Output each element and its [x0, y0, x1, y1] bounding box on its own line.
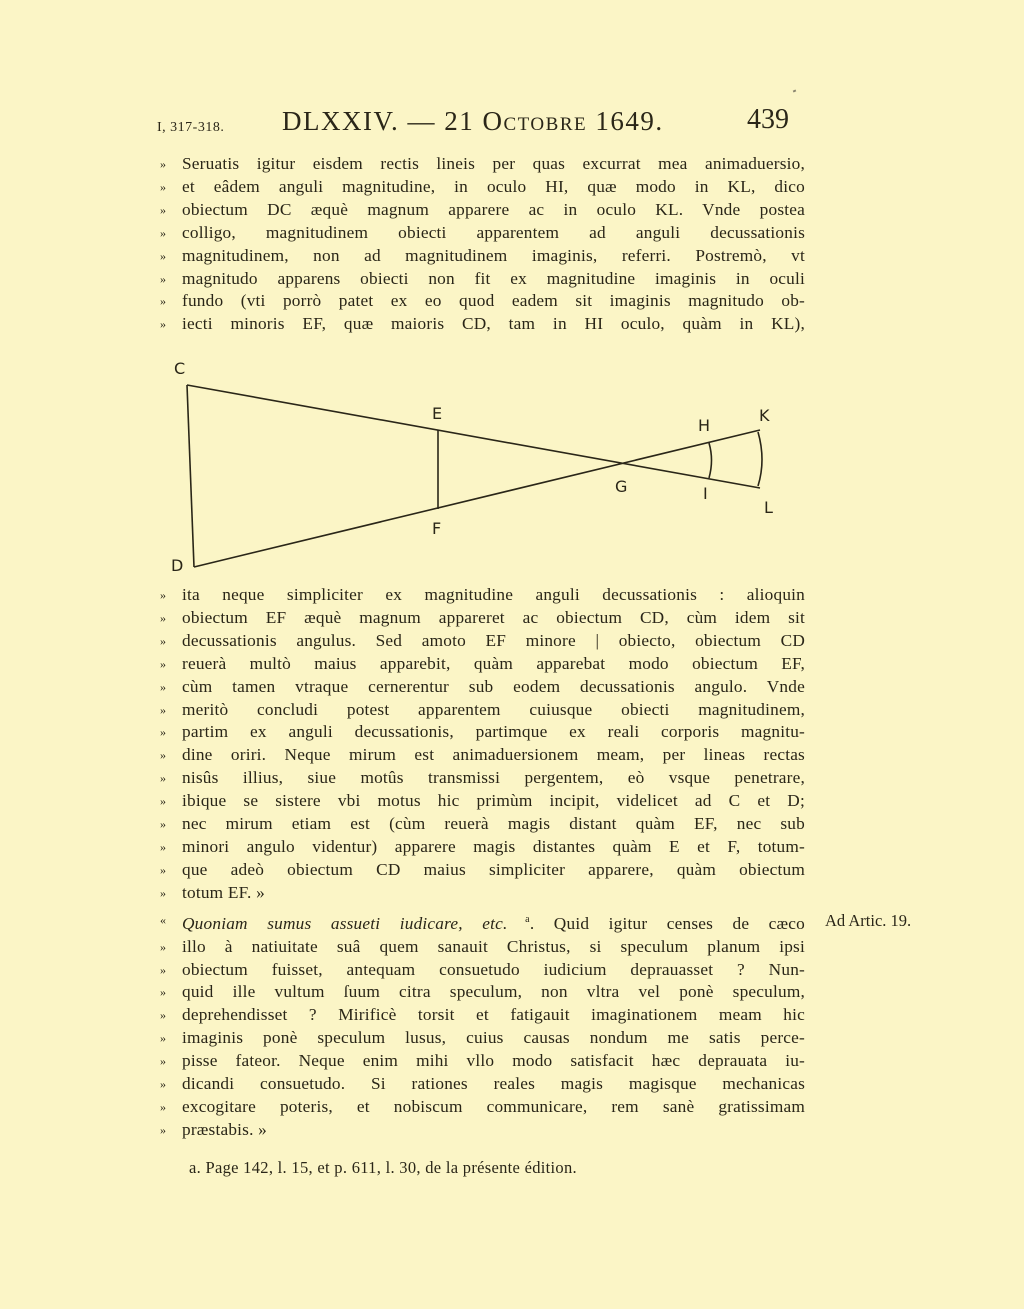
- line-text: decussationis angulus. Sed amoto EF minore | obiecto, obiectum CD: [182, 630, 805, 650]
- line-text: totum EF. »: [182, 882, 265, 902]
- text-line: [160, 744, 805, 767]
- arc-hi: [709, 443, 712, 478]
- quote-mark: »: [160, 985, 166, 1000]
- text-line: [160, 1050, 805, 1073]
- quote-mark: »: [160, 794, 166, 809]
- line-text: imaginis ponè speculum lusus, cuius causas nondum me satis perce-: [182, 1028, 805, 1048]
- quote-mark: »: [160, 725, 166, 740]
- quote-mark: »: [160, 248, 166, 263]
- text-line: [160, 630, 805, 653]
- label-h: H: [698, 416, 711, 435]
- quote-mark: »: [160, 588, 166, 602]
- text-line: [160, 859, 805, 882]
- text-line: [160, 1119, 805, 1142]
- label-c: C: [174, 359, 186, 378]
- line-text: dine oriri. Neque mirum est animaduersionem meam, per lineas rectas: [182, 745, 805, 765]
- paragraph-2: [160, 584, 805, 905]
- line-text: dicandi consuetudo. Si rationes reales magis magisque mechanicas: [182, 1074, 805, 1094]
- quote-mark: »: [160, 317, 166, 332]
- quote-mark: »: [160, 294, 166, 309]
- figure-diagram: [160, 352, 800, 578]
- text-line: [160, 653, 805, 676]
- line-text: et eâdem anguli magnitudine, in oculo HI, quæ modo in KL, dico: [182, 176, 805, 196]
- quote-mark: »: [160, 817, 166, 832]
- line-text: [182, 909, 805, 936]
- text-line: [160, 1004, 805, 1027]
- quote-mark: »: [160, 610, 166, 625]
- text-line: [160, 176, 805, 199]
- text-line: [160, 607, 805, 630]
- header-title: DLXXIV. — 21 Octobre 1649.: [282, 106, 664, 136]
- marginal-note: Ad Artic. 19.: [825, 911, 912, 930]
- quote-mark: »: [160, 748, 166, 763]
- text-line: [160, 959, 805, 982]
- quote-mark: »: [160, 633, 166, 648]
- text-line: [160, 153, 805, 176]
- header-left-reference: I, 317-318.: [157, 120, 225, 135]
- text-line: [160, 721, 805, 744]
- line-d-to-k: [194, 430, 760, 567]
- text-line: [160, 882, 805, 905]
- text-line: [160, 936, 805, 959]
- quote-mark: »: [160, 202, 166, 217]
- line-text: nec mirum etiam est (cùm reuerà magis distant quàm EF, nec sub: [182, 814, 805, 834]
- text-line: [160, 699, 805, 722]
- quote-mark: »: [160, 962, 166, 977]
- text-line: [160, 313, 805, 336]
- quote-mark: »: [160, 225, 166, 240]
- label-d: D: [171, 556, 184, 575]
- line-text: ita neque simpliciter ex magnitudine anguli decussationis : alioquin: [182, 585, 805, 604]
- text-line: [160, 290, 805, 313]
- text-line: [160, 245, 805, 268]
- footnote: a. Page 142, l. 15, et p. 611, l. 30, de la présente édition.: [189, 1158, 577, 1177]
- line-text: ibique se sistere vbi motus hic primùm incipit, videlicet ad C et D;: [182, 791, 805, 811]
- line-text: cùm tamen vtraque cernerentur sub eodem decussationis angulo. Vnde: [182, 676, 805, 696]
- quote-mark: »: [160, 702, 166, 717]
- text-line: [160, 199, 805, 222]
- text-line: [160, 813, 805, 836]
- quote-mark: »: [160, 1008, 166, 1023]
- line-text: quid ille vultum ſuum citra speculum, non vltra vel ponè speculum,: [182, 982, 805, 1002]
- paragraph-3: [160, 909, 805, 1142]
- quote-mark: »: [160, 939, 166, 954]
- quoted-phrase: Quoniam sumus assueti iudicare, etc.: [182, 913, 508, 933]
- quote-mark: »: [160, 1031, 166, 1046]
- line-text: obiectum DC æquè magnum apparere ac in oculo KL. Vnde postea: [182, 199, 805, 219]
- quote-mark: »: [160, 771, 166, 786]
- line-c-to-l: [187, 385, 760, 488]
- quote-mark: »: [160, 1100, 166, 1115]
- line-text: illo à natiuitate suâ quem sanauit Christus, si speculum planum ipsi: [182, 936, 805, 956]
- quote-mark: »: [160, 656, 166, 671]
- text-line: [160, 767, 805, 790]
- arc-kl: [758, 432, 762, 486]
- line-text: nisûs illius, siue motûs transmissi pergentem, eò vsque penetrare,: [182, 768, 805, 788]
- quote-mark: »: [160, 839, 166, 854]
- label-g: G: [615, 477, 628, 496]
- quote-mark: »: [160, 271, 166, 286]
- label-l: L: [764, 498, 773, 517]
- quote-mark: »: [160, 1054, 166, 1069]
- text-line: [160, 1073, 805, 1096]
- quote-mark: «: [160, 913, 166, 927]
- line-text: magnitudo apparens obiecti non fit ex magnitudine imaginis in oculi: [182, 268, 805, 288]
- line-text: partim ex anguli decussationis, partimque ex reali corporis magnitu-: [182, 722, 805, 742]
- print-speck: [793, 89, 797, 92]
- line-text: iecti minoris EF, quæ maioris CD, tam in HI oculo, quàm in KL),: [182, 314, 805, 334]
- text-line: [160, 1027, 805, 1050]
- text-line: [160, 981, 805, 1004]
- line-text: fundo (vti porrò patet ex eo quod eadem sit imaginis magnitudo ob-: [182, 291, 805, 311]
- label-e: E: [432, 404, 443, 423]
- label-i: I: [703, 484, 708, 503]
- text-line: [160, 676, 805, 699]
- line-text: obiectum fuisset, antequam consuetudo iudicium deprauasset ? Nun-: [182, 959, 805, 979]
- text-line: [160, 909, 805, 936]
- line-text: que adeò obiectum CD maius simpliciter apparere, quàm obiectum: [182, 859, 805, 879]
- line-text: colligo, magnitudinem obiecti apparentem ad anguli decussationis: [182, 222, 805, 242]
- text-line: [160, 836, 805, 859]
- quote-mark: »: [160, 179, 166, 194]
- line-text: præstabis. »: [182, 1119, 267, 1139]
- quote-mark: »: [160, 862, 166, 877]
- quote-mark: »: [160, 1077, 166, 1092]
- text-line: [160, 268, 805, 291]
- line-text: magnitudinem, non ad magnitudinem imaginis, referri. Postremò, vt: [182, 245, 805, 265]
- line-text: Seruatis igitur eisdem rectis lineis per quas excurrat mea animaduersio,: [182, 154, 805, 173]
- text-line: [160, 1096, 805, 1119]
- label-f: F: [432, 519, 442, 538]
- text-line: [160, 584, 805, 607]
- line-text: deprehendisset ? Mirificè torsit et fatigauit imaginationem meam hic: [182, 1005, 805, 1025]
- quote-mark: »: [160, 1122, 166, 1137]
- line-text: meritò concludi potest apparentem cuiusque obiecti magnitudinem,: [182, 699, 805, 719]
- line-text: excogitare poteris, et nobiscum communicare, rem sanè gratissimam: [182, 1097, 805, 1117]
- line-text: reuerà multò maius apparebit, quàm apparebat modo obiectum EF,: [182, 653, 805, 673]
- text-line: [160, 222, 805, 245]
- line-text: obiectum EF æquè magnum appareret ac obiectum CD, cùm idem sit: [182, 607, 805, 627]
- page-number: 439: [747, 104, 789, 135]
- text-line: [160, 790, 805, 813]
- quote-mark: »: [160, 679, 166, 694]
- paragraph-1: [160, 153, 805, 336]
- quote-mark: »: [160, 885, 166, 900]
- label-k: K: [759, 406, 770, 425]
- geometric-figure: [160, 352, 800, 578]
- line-text-rest: . Quid igitur censes de cæco: [529, 913, 805, 933]
- line-cd: [187, 385, 194, 567]
- line-text: minori angulo videntur) apparere magis distantes quàm E et F, totum-: [182, 836, 805, 856]
- quote-mark: »: [160, 157, 166, 171]
- line-text: pisse fateor. Neque enim mihi vllo modo satisfacit hæc deprauata iu-: [182, 1051, 805, 1071]
- footnote-ref: a: [507, 914, 530, 925]
